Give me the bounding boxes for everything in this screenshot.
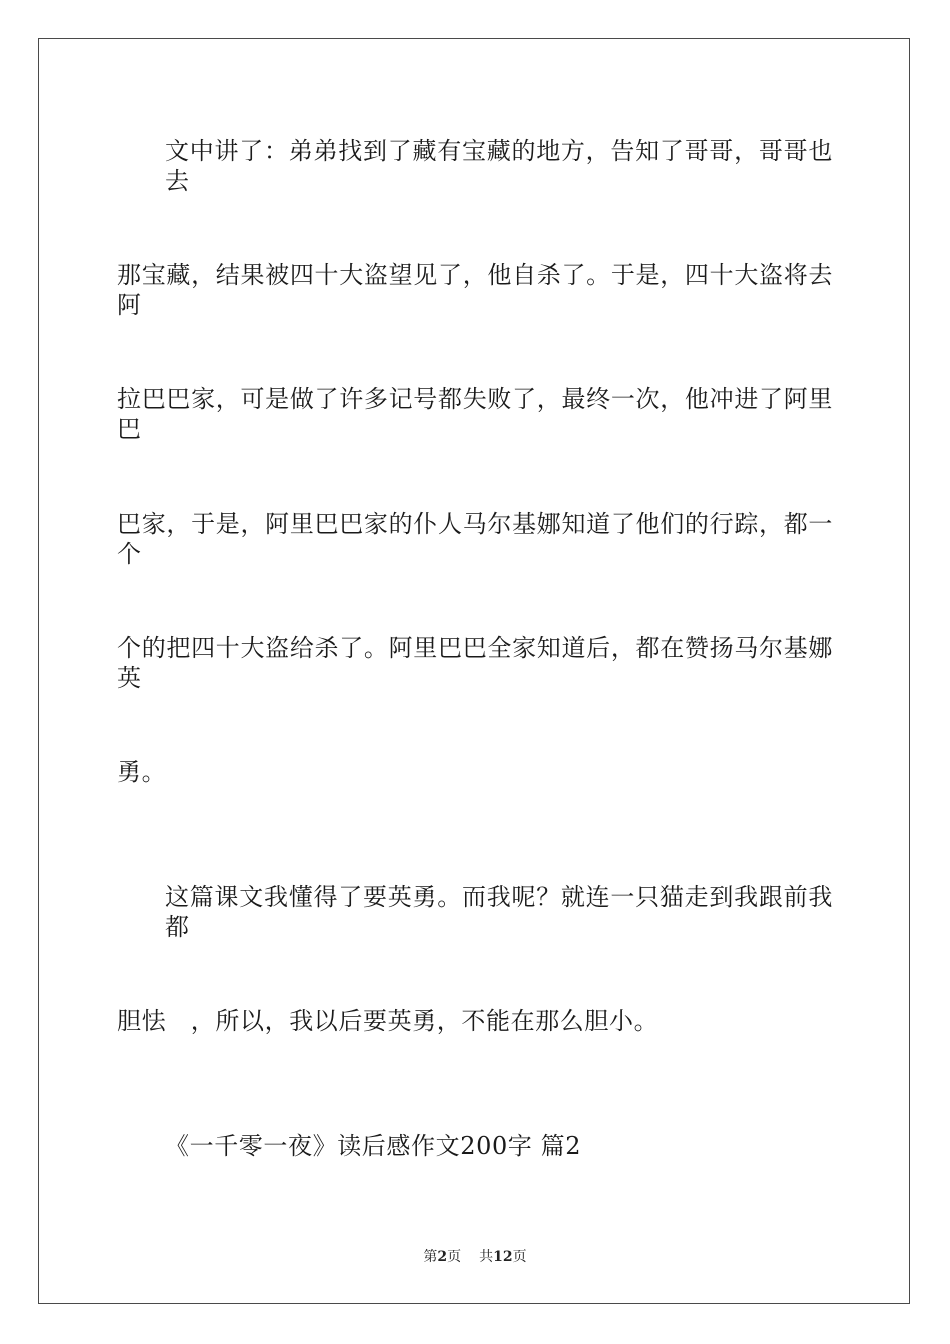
page-number-suffix: 页: [447, 1249, 462, 1265]
total-page-count: 12: [493, 1249, 513, 1265]
text-line: 个的把四十大盗给杀了。阿里巴巴全家知道后，都在赞扬马尔基娜英: [117, 634, 833, 692]
text-line: 文中讲了：弟弟找到了藏有宝藏的地方，告知了哥哥，哥哥也去: [165, 137, 833, 195]
current-page-number: 2: [437, 1249, 448, 1265]
text-line: 拉巴巴家，可是做了许多记号都失败了，最终一次，他冲进了阿里巴: [117, 385, 833, 443]
page-footer: [0, 1248, 950, 1266]
total-pages-suffix: 页: [512, 1249, 527, 1265]
text-line: 这篇课文我懂得了要英勇。而我呢？就连一只猫走到我跟前我都: [165, 883, 833, 941]
text-line: 勇。: [117, 758, 167, 786]
text-line: 胆怯 ，所以，我以后要英勇，不能在那么胆小。: [117, 1007, 659, 1035]
section-heading: 《一千零一夜》读后感作文200字 篇2: [165, 1132, 582, 1160]
text-line: 巴家，于是，阿里巴巴家的仆人马尔基娜知道了他们的行踪，都一个: [117, 510, 833, 568]
total-pages-prefix: 共: [479, 1249, 494, 1265]
text-line: 那宝藏，结果被四十大盗望见了，他自杀了。于是，四十大盗将去阿: [117, 261, 833, 319]
page-number-prefix: 第: [423, 1249, 438, 1265]
